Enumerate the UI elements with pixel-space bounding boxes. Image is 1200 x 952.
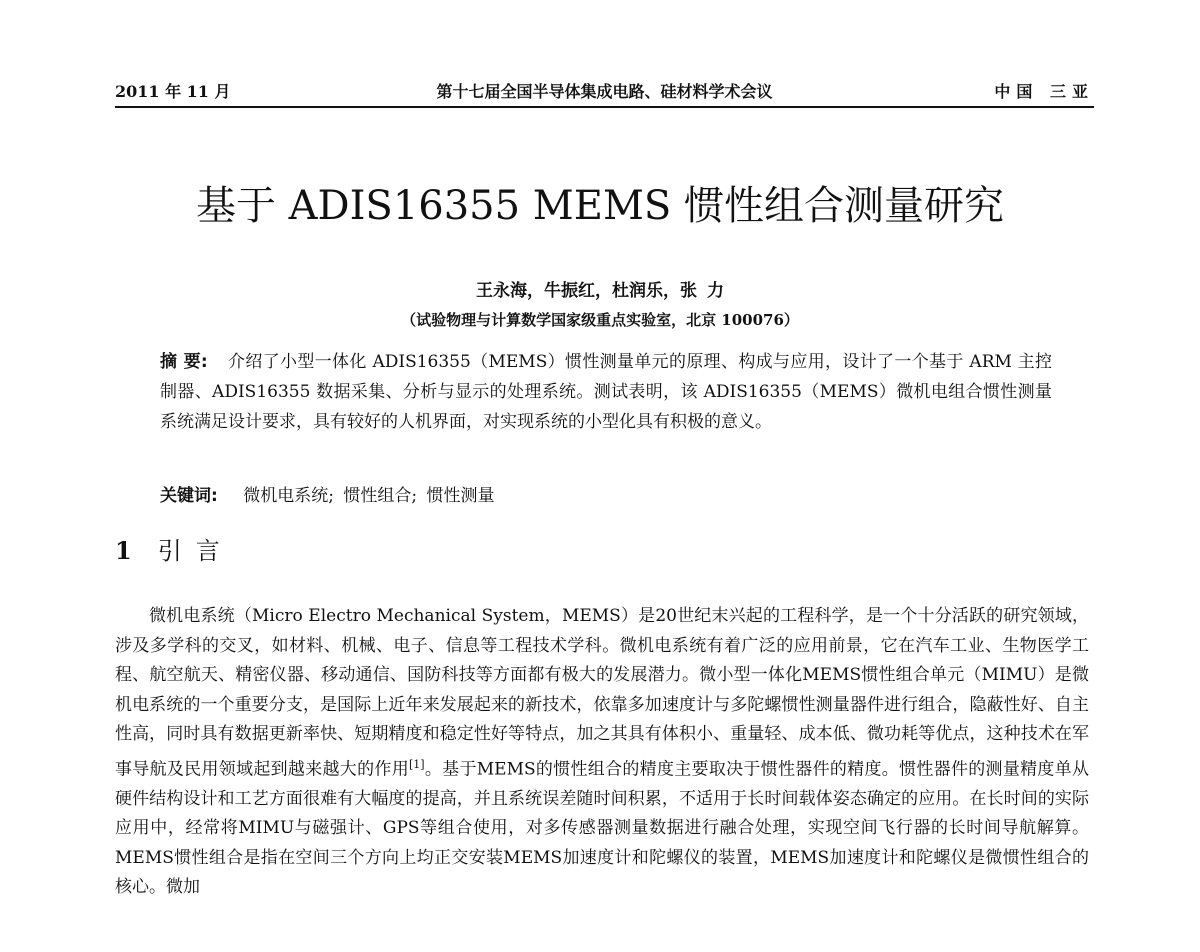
section-number: 1 bbox=[115, 536, 132, 565]
citation-ref[interactable]: [1] bbox=[408, 757, 425, 771]
keywords bbox=[160, 481, 1052, 511]
body-text-part1: 微机电系统（Micro Electro Mechanical System，MEMS）是20世纪末兴起的工程科学，是一个十分活跃的研究领域，涉及多学科的交叉，如材料、机械、电子、信息等工程技术学科。微机电系统有着广泛的应用前景，它在汽车工业、生物医学工程、航空航天、精密仪器、移动通信、国防科技等方面都有极大的发展潜力。微小型一体化MEMS惯性组合单元（MIMU）是微机电系统的一个重要分支，是国际上近年来发展起来的新技术，依靠多加速度计与多陀螺惯性测量器件进行组合，隐蔽性好、自主性高，同时具有数据更新率快、短期精度和稳定性好等特点，加之其具有体积小、重量轻、成本低、微功耗等优点，这种技术在军事导航及民用领域起到越来越大的作用 bbox=[115, 606, 1089, 780]
abstract-text: 介绍了小型一体化 ADIS16355（MEMS）惯性测量单元的原理、构成与应用，设计了一个基于 ARM 主控制器、ADIS16355 数据采集、分析与显示的处理系统。测试表明，该 ADIS16355（MEMS）微机电组合惯性测量系统满足设计要求，具有较好的人机界面，对实现系统的小型化具有积极的意义。 bbox=[160, 352, 1052, 432]
section-title: 引言 bbox=[157, 537, 234, 565]
running-header bbox=[115, 78, 1094, 108]
body-text-part2: 。基于MEMS的惯性组合的精度主要取决于惯性器件的精度。惯性器件的测量精度单从硬件结构设计和工艺方面很难有大幅度的提高，并且系统误差随时间积累，不适用于长时间载体姿态确定的应用。在长时间的实际应用中，经常将MIMU与磁强计、GPS等组合使用，对多传感器测量数据进行融合处理，实现空间飞行器的长时间导航解算。MEMS惯性组合是指在空间三个方向上均正交安装MEMS加速度计和陀螺仪的装置，MEMS加速度计和陀螺仪是微惯性组合的核心。微加 bbox=[115, 759, 1089, 898]
keywords-label: 关键词: bbox=[160, 486, 218, 506]
body-paragraph bbox=[115, 602, 1089, 903]
section-heading bbox=[115, 536, 234, 566]
header-date: 2011 年 11 月 bbox=[115, 82, 231, 101]
affiliation: （试验物理与计算数学国家级重点实验室，北京 100076） bbox=[401, 311, 799, 329]
keyword-item: 惯性测量 bbox=[426, 486, 495, 506]
paper-title: 基于 ADIS16355 MEMS 惯性组合测量研究 bbox=[195, 183, 1005, 229]
abstract bbox=[160, 347, 1052, 437]
author-list: 王永海，牛振红，杜润乐，张 力 bbox=[476, 281, 724, 301]
abstract-label: 摘 要: bbox=[160, 352, 208, 372]
header-conference: 第十七届全国半导体集成电路、硅材料学术会议 bbox=[436, 82, 773, 101]
header-location: 中国 三亚 bbox=[994, 82, 1094, 101]
keyword-item: 惯性组合; bbox=[343, 486, 418, 506]
keyword-item: 微机电系统; bbox=[243, 486, 334, 506]
